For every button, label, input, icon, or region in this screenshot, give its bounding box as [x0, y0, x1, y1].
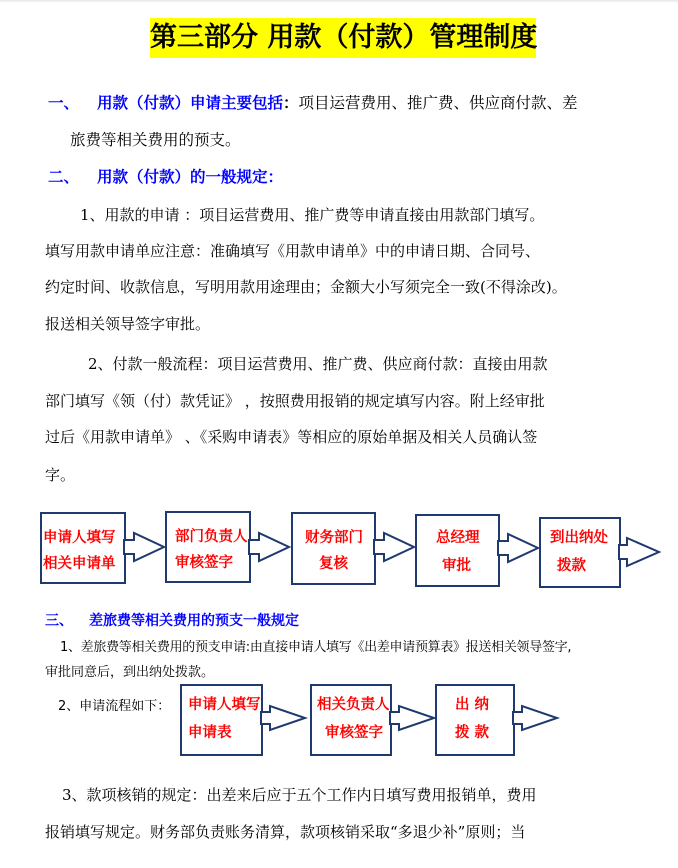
- flow1-step-3-line2: 复核: [319, 556, 348, 572]
- section1-heading: 用款（付款）申请主要包括: [97, 94, 284, 112]
- flow1-step-4-line1: 总经理: [436, 530, 480, 546]
- flow1-arrow-5: [619, 535, 663, 569]
- section3-item1-line1: 1、差旅费等相关费用的预支申请:由直接申请人填写《出差申请预算表》报送相关领导签字,: [60, 640, 572, 655]
- flow2-arrow-1: [261, 705, 309, 739]
- page-title: 第三部分 用款（付款）管理制度: [150, 18, 536, 58]
- section1-number: 一、: [48, 94, 80, 112]
- section3-heading-line: [45, 611, 299, 631]
- section3-item3-line2: 报销填写规定。财务部负责账务清算，款项核销采取“多退少补”原则；当: [45, 823, 526, 841]
- flow1-step-2: [165, 511, 251, 583]
- flow2-step-2-line2: 审核签字: [325, 725, 383, 741]
- flow1-step-1-line2: 相关申请单: [43, 556, 116, 572]
- flow1-step-5-line1: 到出纳处: [550, 530, 608, 546]
- para2-line: 部门填写《领（付）款凭证》 ，按照费用报销的规定填写内容。附上经审批: [45, 392, 545, 410]
- section3-item2-label: 2、申请流程如下：: [58, 699, 171, 714]
- flow1-step-4-line2: 审批: [442, 558, 471, 574]
- para2-line: 2、付款一般流程：项目运营费用、推广费、供应商付款：直接由用款: [88, 355, 548, 373]
- flow2-arrow-2: [390, 705, 438, 739]
- para1-line: 1、用款的申请 ：项目运营费用、推广费等申请直接由用款部门填写。: [80, 206, 545, 224]
- para2-line: 字。: [45, 466, 76, 484]
- flow2-step-2-line1: 相关负责人: [317, 697, 390, 713]
- section2-number: 二、: [48, 168, 80, 186]
- flow1-step-1: [40, 512, 126, 584]
- flow2-arrow-3: [513, 705, 561, 739]
- flow1-arrow-2: [249, 530, 293, 564]
- para1-line: 约定时间、收款信息，写明用款用途理由；金额大小写须完全一致(不得涂改)。: [45, 278, 567, 296]
- section2-heading-line: [48, 167, 283, 187]
- section1-text: 项目运营费用、推广费、供应商付款、差: [298, 94, 578, 112]
- flow2-step-3-line1: 出 纳: [455, 697, 490, 713]
- flow2-step-1-line2: 申请表: [188, 725, 232, 741]
- flow1-step-1-line1: 申请人填写: [43, 530, 116, 546]
- flow1-step-4: [415, 514, 500, 587]
- flow2-step-1: [180, 684, 263, 756]
- section3-number: 三、: [45, 613, 73, 629]
- flow1-step-2-line2: 审核签字: [175, 555, 233, 571]
- page-top-shadow: [0, 0, 678, 3]
- flow2-step-1-line1: 申请人填写: [188, 697, 261, 713]
- flow1-step-3: [291, 512, 376, 585]
- flow1-step-5: [539, 517, 621, 588]
- section2-heading: 用款（付款）的一般规定：: [97, 168, 284, 186]
- section3-item3-line1: 3、款项核销的规定：出差来后应于五个工作内日填写费用报销单，费用: [62, 786, 537, 804]
- flow1-step-2-line1: 部门负责人: [175, 529, 248, 545]
- section3-heading: 差旅费等相关费用的预支一般规定: [89, 613, 299, 629]
- section1-colon: ：: [283, 94, 299, 112]
- section1-line1: [48, 93, 578, 113]
- flow1-step-5-line2: 拨款: [557, 558, 586, 574]
- flow1-arrow-4: [498, 531, 542, 565]
- para2-line: 过后《用款申请单》 、《采购申请表》等相应的原始单据及相关人员确认签: [45, 428, 538, 446]
- flow1-arrow-1: [124, 530, 168, 564]
- flow2-step-3-line2: 拨 款: [455, 725, 490, 741]
- flow1-step-3-line1: 财务部门: [305, 530, 363, 546]
- para1-line: 填写用款申请单应注意：准确填写《用款申请单》中的申请日期、合同号、: [45, 242, 541, 260]
- para1-line: 报送相关领导签字审批。: [45, 315, 211, 333]
- section3-item1-line2: 审批同意后，到出纳处拨款。: [45, 665, 215, 680]
- flow2-step-2: [310, 684, 392, 756]
- section1-line2: 旅费等相关费用的预支。: [70, 131, 241, 149]
- flow1-arrow-3: [374, 530, 418, 564]
- flow2-step-3: [435, 684, 515, 756]
